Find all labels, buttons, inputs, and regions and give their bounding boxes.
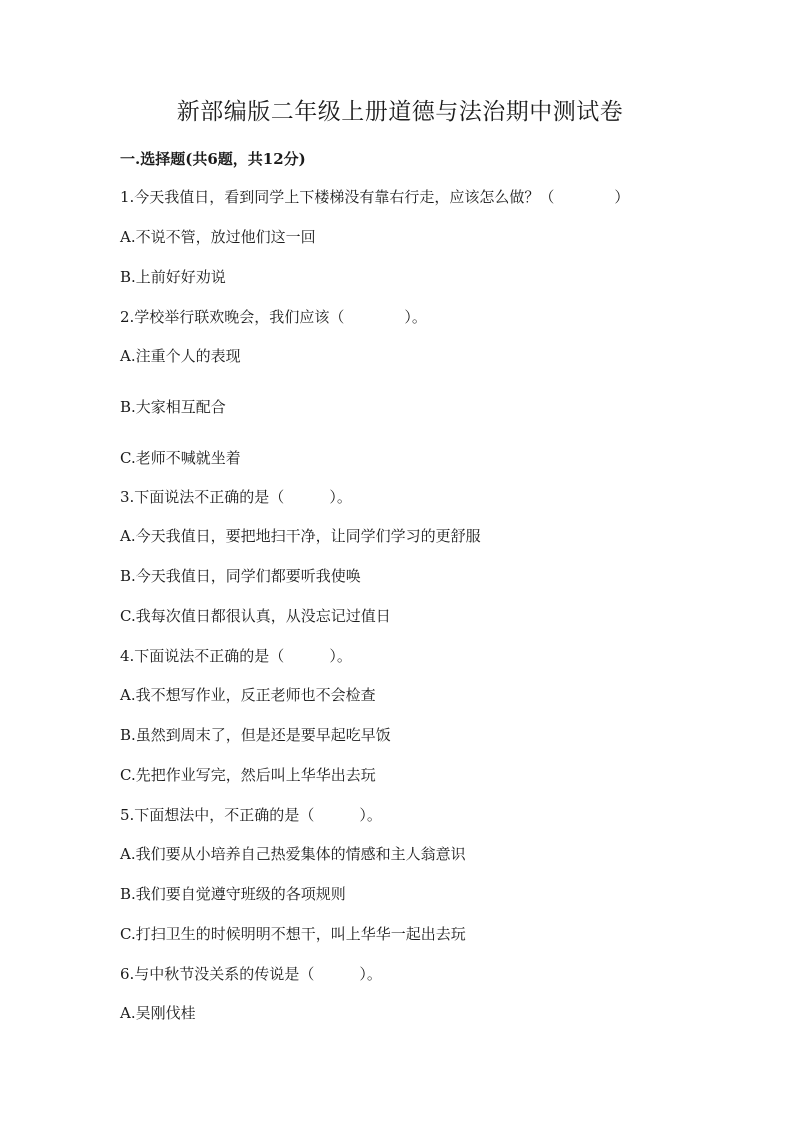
question-1-stem: 1.今天我值日，看到同学上下楼梯没有靠右行走，应该怎么做？（ ） (120, 188, 630, 206)
question-3-stem: 3.下面说法不正确的是（ ）。 (120, 488, 352, 506)
question-1-option-b: B.上前好好劝说 (120, 268, 226, 286)
question-3-option-c: C.我每次值日都很认真，从没忘记过值日 (120, 607, 391, 625)
question-3-option-a: A.今天我值日，要把地扫干净，让同学们学习的更舒服 (120, 527, 481, 545)
question-2-option-a: A.注重个人的表现 (120, 347, 241, 365)
question-6-option-a: A.吴刚伐桂 (120, 1004, 196, 1022)
question-2-option-c: C.老师不喊就坐着 (120, 449, 241, 467)
question-2-stem: 2.学校举行联欢晚会，我们应该（ ）。 (120, 308, 427, 326)
question-5-option-b: B.我们要自觉遵守班级的各项规则 (120, 885, 346, 903)
question-4-option-a: A.我不想写作业，反正老师也不会检查 (120, 686, 376, 704)
question-5-option-c: C.打扫卫生的时候明明不想干，叫上华华一起出去玩 (120, 925, 466, 943)
page-title: 新部编版二年级上册道德与法治期中测试卷 (176, 99, 624, 125)
question-5-option-a: A.我们要从小培养自己热爱集体的情感和主人翁意识 (120, 845, 466, 863)
question-5-stem: 5.下面想法中，不正确的是（ ）。 (120, 806, 382, 824)
question-4-option-b: B.虽然到周末了，但是还是要早起吃早饭 (120, 726, 391, 744)
question-4-stem: 4.下面说法不正确的是（ ）。 (120, 647, 352, 665)
question-4-option-c: C.先把作业写完，然后叫上华华出去玩 (120, 766, 376, 784)
question-1-option-a: A.不说不管，放过他们这一回 (120, 228, 316, 246)
question-6-stem: 6.与中秋节没关系的传说是（ ）。 (120, 965, 382, 983)
section-heading: 一.选择题(共6题，共12分) (120, 150, 306, 168)
question-2-option-b: B.大家相互配合 (120, 398, 226, 416)
question-3-option-b: B.今天我值日，同学们都要听我使唤 (120, 567, 361, 585)
